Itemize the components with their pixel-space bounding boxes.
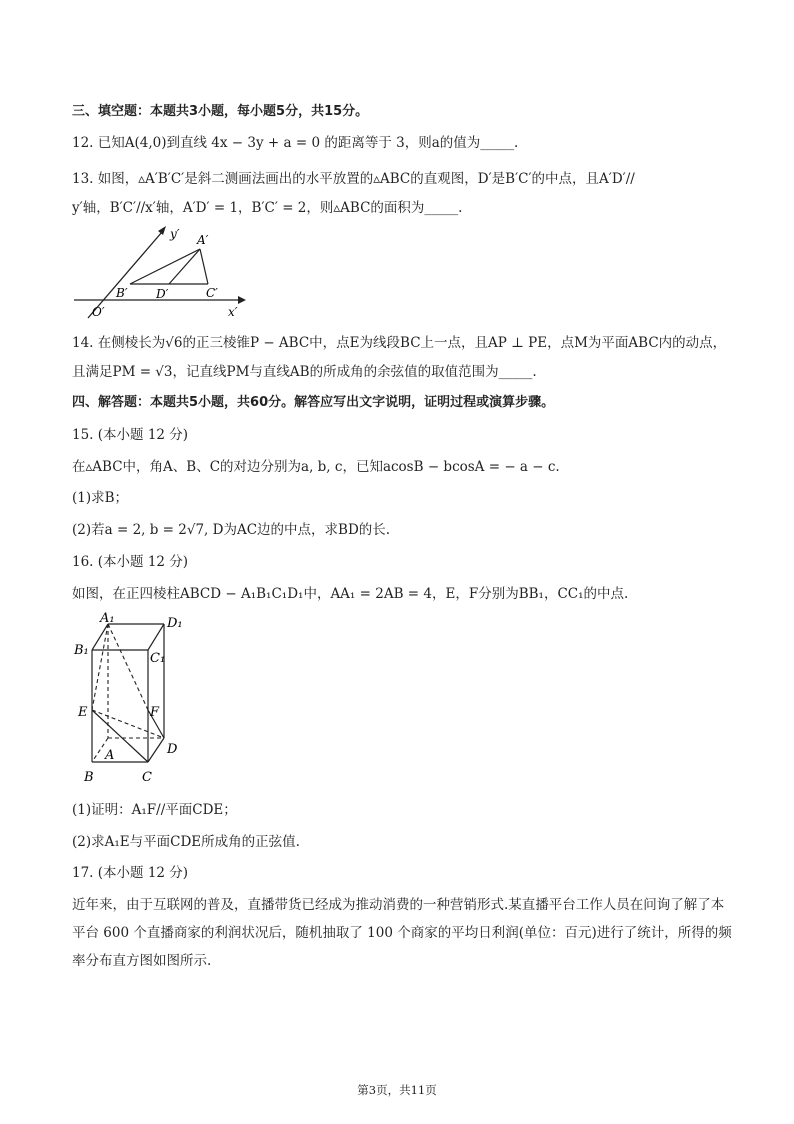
label-x-axis: x′ <box>228 305 238 319</box>
question-13-line1: 13. 如图，▵A′B′C′是斜二测画法画出的水平放置的▵ABC的直观图，D′是B′C′的中点，且A′D′// <box>72 171 635 187</box>
label-c: C <box>142 770 152 785</box>
question-17-title: 17. (本小题 12 分) <box>72 865 189 881</box>
question-16-stem: 如图，在正四棱柱ABCD − A₁B₁C₁D₁中，AA₁ = 2AB = 4，E，F分别为BB₁，CC₁的中点. <box>72 586 629 602</box>
question-15-stem: 在▵ABC中，角A、B、C的对边分别为a, b, c，已知acosB − bcosA = − a − c. <box>72 459 560 475</box>
label-b: B <box>84 770 94 785</box>
figure-13-oblique-drawing <box>70 222 250 322</box>
label-d: D′ <box>156 287 169 301</box>
label-o: O′ <box>92 305 105 319</box>
question-15-part2: (2)若a = 2, b = 2√7, D为AC边的中点，求BD的长. <box>72 522 391 538</box>
section3-heading: 三、填空题：本题共3小题，每小题5分，共15分。 <box>72 104 369 119</box>
question-15-part1: (1)求B； <box>72 490 129 506</box>
question-17-stem: 近年来，由于互联网的普及，直播带货已经成为推动消费的一种营销形式.某直播平台工作人员在问询了解了本平台 600 个直播商家的利润状况后，随机抽取了 100 个商家的平均日利润(单位：百元)进行了统计，所得的频率分布直方图如图所示. <box>72 897 732 969</box>
question-12: 12. 已知A(4,0)到直线 4x − 3y + a = 0 的距离等于 3，则a的值为_____. <box>72 135 519 151</box>
segment-ac <box>200 249 208 284</box>
label-a1: A₁ <box>100 611 115 626</box>
label-e: E <box>78 705 88 720</box>
section4-heading: 四、解答题：本题共5小题，共60分。解答应写出文字说明，证明过程或演算步骤。 <box>72 395 555 410</box>
x-axis-arrow <box>238 296 246 304</box>
question-15-title: 15. (本小题 12 分) <box>72 427 189 443</box>
segment-ad <box>169 249 200 284</box>
y-axis-arrow <box>158 226 166 235</box>
label-d1: D₁ <box>167 616 183 631</box>
figure-16-prism <box>72 610 192 785</box>
label-d: D <box>167 742 178 757</box>
label-b1: B₁ <box>74 643 89 658</box>
question-16-part2: (2)求A₁E与平面CDE所成角的正弦值. <box>72 834 300 850</box>
question-16-title: 16. (本小题 12 分) <box>72 554 189 570</box>
label-f: F <box>150 705 160 720</box>
label-b: B′ <box>116 286 128 300</box>
segment-ab <box>130 249 200 284</box>
label-c1: C₁ <box>150 651 166 666</box>
label-y-axis: y′ <box>170 227 180 241</box>
question-14-line1: 14. 在侧棱长为√6的正三棱锥P − ABC中，点E为线段BC上一点，且AP ⊥ PE，点M为平面ABC内的动点， <box>72 335 727 351</box>
question-14-line2: 且满足PM = √3，记直线PM与直线AB的所成角的余弦值的取值范围为_____. <box>72 364 537 380</box>
page-footer: 第3页，共11页 <box>357 1083 437 1097</box>
label-a: A′ <box>197 233 209 247</box>
label-a: A <box>105 748 115 763</box>
label-c: C′ <box>206 286 218 300</box>
question-16-part1: (1)证明：A₁F//平面CDE； <box>72 802 237 818</box>
question-13-line2: y′轴，B′C′//x′轴，A′D′ = 1，B′C′ = 2，则▵ABC的面积为_____. <box>72 200 463 216</box>
